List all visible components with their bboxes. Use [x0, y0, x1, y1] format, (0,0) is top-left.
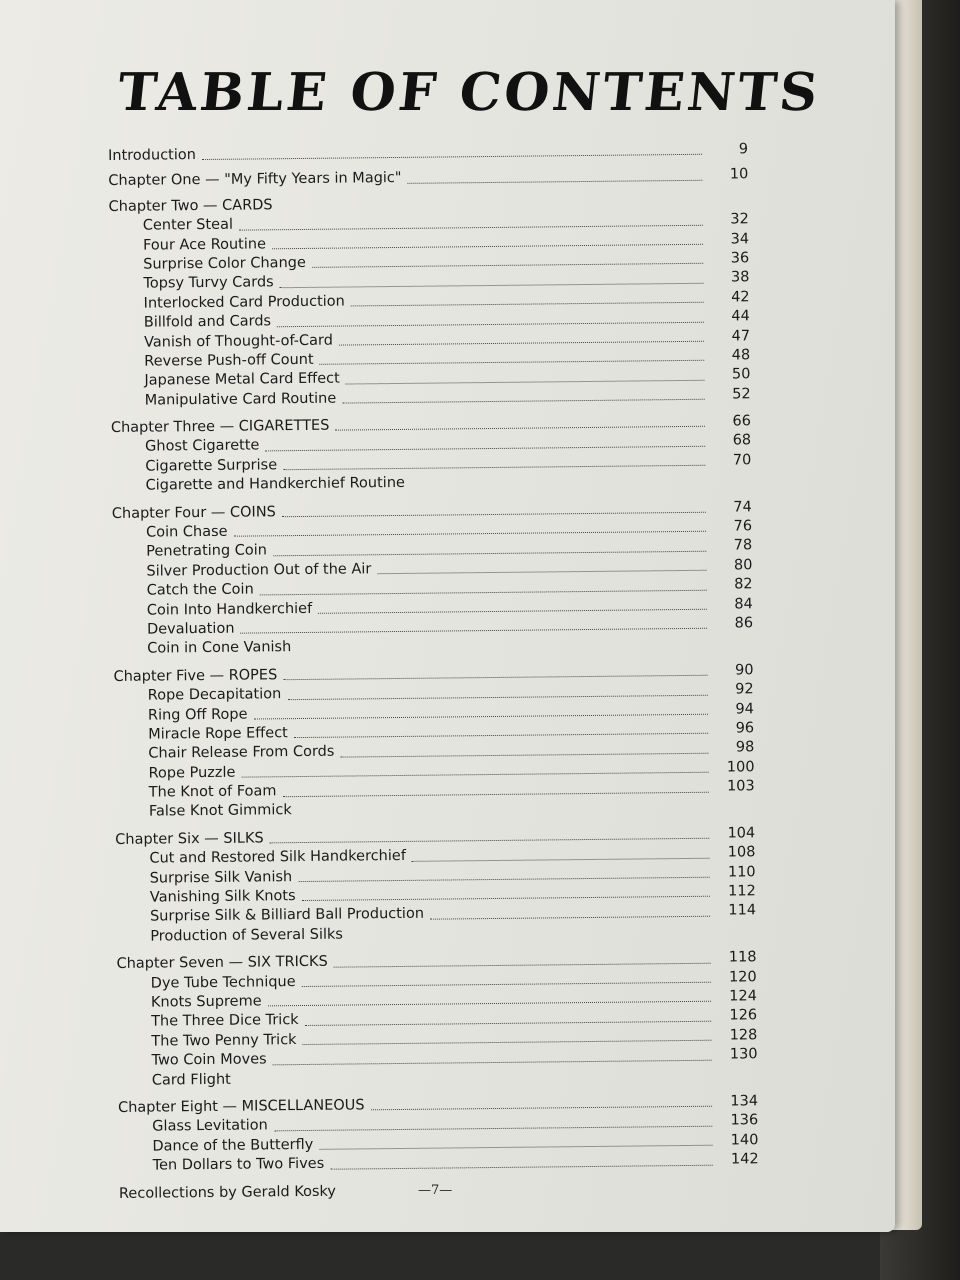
- toc-page-number: 32: [730, 211, 749, 228]
- toc-page-number: 78: [733, 537, 753, 554]
- toc-page-number: 140: [730, 1131, 759, 1149]
- dot-leader: [342, 1193, 713, 1197]
- toc-page-number: 128: [729, 1027, 758, 1044]
- toc-entry-title: Knots Supreme: [150, 993, 262, 1011]
- toc-page-number: 68: [732, 432, 752, 449]
- page-number: —7—: [418, 1183, 453, 1198]
- toc-entry-title: Chapter Two — CARDS: [108, 197, 273, 215]
- toc-page-number: 70: [732, 452, 752, 469]
- dot-leader: [411, 485, 706, 488]
- toc-page-number: 34: [730, 230, 750, 248]
- toc-page-number: 130: [729, 1046, 758, 1063]
- toc-page-number: 9: [738, 141, 749, 158]
- dot-leader: [202, 154, 702, 160]
- dot-leader: [346, 379, 705, 384]
- toc-entry-title: Coin Chase: [145, 523, 228, 541]
- dot-leader: [273, 1059, 712, 1065]
- toc-entry-title: Surprise Silk Vanish: [149, 868, 293, 887]
- toc-page-number: 76: [733, 518, 753, 535]
- toc-page-number: 47: [731, 327, 751, 344]
- dot-leader: [312, 263, 703, 268]
- toc-entry-title: Billfold and Cards: [143, 313, 272, 331]
- toc-page-number: 100: [726, 758, 755, 776]
- toc-page-number: 112: [728, 883, 756, 900]
- dot-leader: [287, 694, 707, 699]
- dot-leader: [241, 772, 708, 778]
- toc-page-number: 50: [731, 366, 751, 383]
- toc-page-number: 103: [726, 778, 755, 795]
- toc-entry-title: Chapter Six — SILKS: [115, 830, 264, 848]
- toc-page-number: 38: [730, 269, 750, 286]
- dot-leader: [283, 791, 709, 796]
- dot-leader: [330, 1164, 712, 1169]
- toc-page-number: 98: [735, 739, 755, 756]
- toc-page-number: 110: [727, 863, 756, 881]
- toc-page-number: 92: [735, 681, 754, 698]
- dot-leader: [342, 399, 704, 404]
- toc-entry-title: Chapter Five — ROPES: [113, 667, 278, 685]
- toc-page-number: 126: [729, 1007, 758, 1024]
- toc-page-number: 44: [731, 308, 750, 325]
- toc-page-number: 124: [729, 988, 758, 1005]
- dot-leader: [412, 857, 710, 861]
- dot-leader: [319, 1145, 712, 1150]
- toc-page-number: 134: [730, 1093, 759, 1110]
- toc-entry-title: Cut and Restored Silk Handkerchief: [149, 848, 406, 867]
- toc-page-number: 90: [734, 662, 754, 679]
- dot-leader: [283, 465, 705, 470]
- toc-page-number: 96: [735, 720, 755, 737]
- table-of-contents: [108, 140, 759, 1204]
- dot-leader: [408, 180, 703, 184]
- toc-page-number: 142: [730, 1151, 759, 1168]
- toc-entry-title: Vanish of Thought-of-Card: [143, 332, 333, 351]
- dot-leader: [377, 570, 706, 574]
- toc-entry-title: Topsy Turvy Cards: [143, 274, 274, 292]
- toc-entry-title: Rope Decapitation: [147, 686, 282, 704]
- toc-page-number: 86: [734, 615, 754, 632]
- toc-entry-title: Coin in Cone Vanish: [147, 639, 292, 657]
- toc-page-number: 114: [728, 902, 757, 919]
- toc-entry-title: Recollections by Gerald Kosky: [118, 1183, 337, 1202]
- dot-leader: [260, 589, 707, 595]
- toc-entry-title: Ghost Cigarette: [145, 437, 260, 456]
- dot-leader: [298, 812, 709, 816]
- toc-page-number: 74: [733, 498, 752, 516]
- toc-entry-title: Vanishing Silk Knots: [149, 888, 296, 906]
- toc-entry-title: Coin Into Handkerchief: [146, 600, 313, 619]
- toc-entry-title: Surprise Color Change: [143, 254, 306, 273]
- toc-page-number: 104: [727, 825, 756, 842]
- toc-entry-title: Cigarette and Handkerchief Routine: [145, 475, 405, 494]
- toc-entry-title: Penetrating Coin: [146, 542, 268, 561]
- dot-leader: [280, 283, 704, 288]
- toc-page-number: 118: [728, 949, 757, 966]
- dot-leader: [254, 714, 708, 720]
- dot-leader: [239, 224, 703, 230]
- dot-leader: [302, 982, 711, 987]
- toc-page-number: 136: [730, 1112, 759, 1129]
- toc-page-number: 66: [732, 413, 751, 430]
- toc-entry-title: Chapter Three — CIGARETTES: [110, 417, 330, 437]
- toc-entry-title: Ten Dollars to Two Fives: [152, 1155, 325, 1174]
- dot-leader: [339, 341, 704, 346]
- toc-entry-title: The Three Dice Trick: [151, 1012, 299, 1030]
- toc-entry-title: Chapter Seven — SIX TRICKS: [116, 953, 328, 973]
- dot-leader: [298, 877, 709, 882]
- dot-leader: [302, 896, 710, 901]
- dot-leader: [335, 426, 705, 431]
- toc-entry-title: Dye Tube Technique: [150, 973, 296, 992]
- dot-leader: [272, 244, 703, 250]
- toc-page-number: 94: [735, 700, 755, 717]
- dot-leader: [303, 1040, 712, 1045]
- dot-leader: [273, 551, 706, 557]
- toc-entry-title: Introduction: [108, 147, 196, 164]
- toc-page-number: 36: [730, 250, 750, 267]
- toc-entry-title: Rope Puzzle: [148, 764, 236, 782]
- toc-entry-title: Production of Several Silks: [150, 926, 344, 945]
- toc-entry-title: Japanese Metal Card Effect: [144, 370, 340, 389]
- dot-leader: [320, 360, 705, 365]
- toc-entry-title: Dance of the Butterfly: [152, 1136, 314, 1155]
- dot-leader: [268, 1001, 711, 1007]
- dot-leader: [294, 733, 708, 738]
- dot-leader: [430, 916, 710, 920]
- toc-entry-title: False Knot Gimmick: [148, 802, 292, 821]
- dot-leader: [237, 1080, 712, 1085]
- toc-page-number: 48: [731, 347, 751, 364]
- toc-entry-title: Interlocked Card Production: [143, 293, 345, 312]
- toc-entry-title: Center Steal: [142, 216, 234, 234]
- toc-chapter-row: [108, 166, 748, 192]
- dot-leader: [371, 1106, 712, 1111]
- toc-page-number: 84: [734, 595, 753, 613]
- dot-leader: [234, 531, 706, 537]
- toc-entry-title: Devaluation: [146, 620, 235, 638]
- dot-leader: [277, 321, 704, 326]
- dot-leader: [274, 1125, 712, 1131]
- toc-page-number: 52: [732, 385, 751, 403]
- toc-entry-title: Glass Levitation: [152, 1117, 268, 1135]
- toc-entry-title: Two Coin Moves: [151, 1051, 267, 1069]
- dot-leader: [283, 675, 707, 680]
- toc-entry-title: Manipulative Card Routine: [144, 390, 337, 409]
- dot-leader: [265, 446, 705, 452]
- toc-entry-title: Reverse Push-off Count: [144, 351, 314, 370]
- toc-page-number: 82: [734, 576, 753, 593]
- dot-leader: [318, 609, 707, 614]
- toc-entry-title: Surprise Silk & Billiard Ball Production: [149, 906, 425, 926]
- toc-entry-title: Chapter Eight — MISCELLANEOUS: [117, 1097, 365, 1116]
- toc-entry-title: Chapter Four — COINS: [111, 503, 276, 522]
- toc-page-number: 108: [727, 844, 756, 861]
- toc-entry-title: Four Ace Routine: [142, 235, 267, 254]
- toc-entry-title: Silver Production Out of the Air: [146, 561, 372, 580]
- toc-entry-title: The Knot of Foam: [148, 783, 277, 801]
- toc-entry-title: Card Flight: [151, 1071, 231, 1089]
- dot-leader: [334, 962, 711, 967]
- toc-entry-title: Chapter One — "My Fifty Years in Magic": [108, 170, 402, 190]
- toc-entry-title: Miracle Rope Effect: [148, 725, 288, 743]
- dot-leader: [351, 302, 704, 307]
- toc-entry-title: The Two Penny Trick: [151, 1031, 297, 1050]
- dot-leader: [279, 206, 703, 210]
- dot-leader: [270, 838, 710, 844]
- toc-entry-title: Ring Off Rope: [147, 706, 248, 724]
- page-title: TABLE OF CONTENTS: [114, 62, 824, 123]
- dot-leader: [349, 936, 710, 940]
- toc-entry-title: Chair Release From Cords: [148, 743, 335, 762]
- toc-page-number: 10: [729, 166, 749, 183]
- toc-page-number: 80: [733, 557, 753, 574]
- dot-leader: [241, 628, 708, 634]
- toc-page-number: 42: [731, 289, 750, 306]
- dot-leader: [340, 752, 708, 757]
- toc-entry-title: Catch the Coin: [146, 581, 254, 599]
- toc-chapter-row: [108, 140, 748, 166]
- toc-entry-title: Cigarette Surprise: [145, 457, 278, 475]
- dot-leader: [305, 1021, 711, 1026]
- toc-page-number: 120: [728, 968, 757, 986]
- dot-leader: [282, 512, 706, 517]
- dot-leader: [297, 649, 707, 653]
